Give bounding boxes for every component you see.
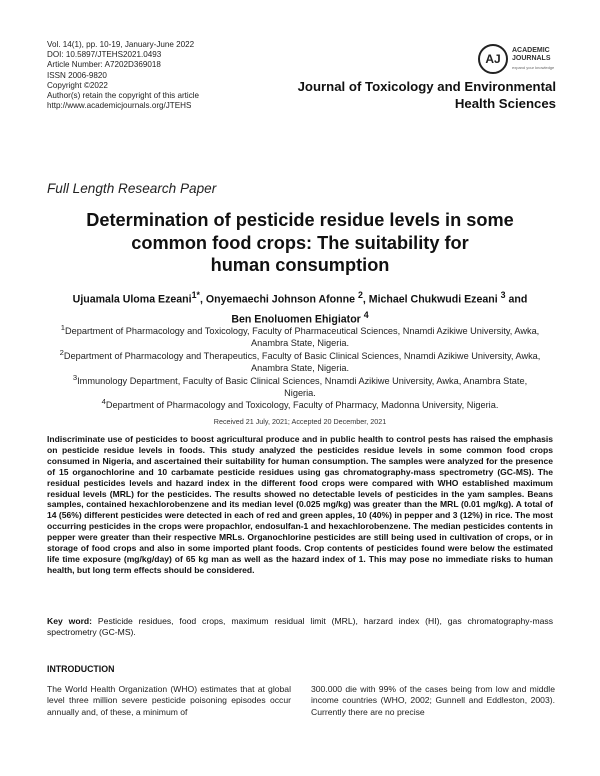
- affiliation-4-num: 4: [101, 397, 106, 406]
- abstract: Indiscriminate use of pesticides to boost agricultural produce and in public health to control pests has raised the emphasis on pesticide residue levels in foods. This study analyzed the pesticides residue levels in some common food crops consumed in Nigeria, and ascertained their suitability for human consumption. The samples were analyzed for the presence of 15 organochlorine and 10 carbamate pesticide residues using gas chromatography-mass spectrometry (GC-MS). The residual pesticides levels and hazard index in the different food crops were compared with WHO established maximum residual levels (MRL) for the pesticides. The results showed no detectable levels of pesticides in the yam samples. Beans samples, contained hexachlorobenzene and its median level (0.025 mg/kg) was greater than the MRL (0.01 mg/kg). A total of 14 (56%) different pesticides were detected in each of red and green apples, 10 (40%) in pepper and 3 (12%) in rice. The most occurring pesticides in the crops were propachlor, endosulfan-1 and hexachlorobenzene. The median pesticides contents in pepper were greater than their respective MRLs. Organochlorine pesticides are still being used in cultivation of crops, or in storage of food crops and also in some imported plant foods. Crop contents of pesticides found were below the estimated life time exposure (mg/kg/day) of 65 kg man as well as the hazard index of 1. This may pose no immediate risks to human health, but long term effects should be considered.: [47, 434, 553, 575]
- affiliation-1: [40, 322, 560, 349]
- meta-url[interactable]: http://www.academicjournals.org/JTEHS: [47, 101, 192, 111]
- author-1-sup: 1*: [191, 290, 200, 300]
- author-and: and: [505, 293, 528, 306]
- affiliation-2-num: 2: [59, 348, 64, 357]
- keywords: [47, 616, 553, 638]
- affiliation-2-line-2: Anambra State, Nigeria.: [250, 362, 350, 373]
- affiliation-1-line-2: Anambra State, Nigeria.: [250, 337, 350, 348]
- aj-logo-icon: AJ: [478, 44, 508, 74]
- author-4: Ben Enoluomen Ehigiator: [231, 313, 361, 326]
- meta-doi[interactable]: DOI: 10.5897/JTEHS2021.0493: [47, 50, 162, 60]
- logo-line-1: ACADEMIC: [512, 46, 550, 54]
- keywords-label: Key word:: [47, 616, 93, 626]
- logo-tagline: expand your knowledge: [512, 64, 555, 70]
- meta-rights: Author(s) retain the copyright of this article: [47, 91, 200, 101]
- academic-journals-logo: [478, 44, 554, 74]
- journal-name-line-2: Health Sciences: [454, 96, 556, 111]
- meta-volume: Vol. 14(1), pp. 10-19, January-June 2022: [47, 40, 195, 49]
- introduction-heading: INTRODUCTION: [47, 664, 115, 674]
- logo-line-2: JOURNALS: [512, 54, 551, 62]
- keywords-text: Pesticide residues, food crops, maximum residual limit (MRL), harzard index (HI), gas chromatography-mass spectrometry (GC-MS).: [47, 616, 553, 637]
- journal-name-line-1: Journal of Toxicology and Environmental: [297, 79, 556, 94]
- received-dates: Received 21 July, 2021; Accepted 20 December, 2021: [213, 417, 387, 426]
- paper-title: [40, 209, 560, 277]
- intro-column-left: The World Health Organization (WHO) estimates that at global level three million severe pesticide poisoning episodes occur annually and, of these, a minimum of: [47, 684, 291, 717]
- meta-issn: ISSN 2006-9820: [47, 70, 107, 80]
- author-2-sup: 2: [357, 290, 363, 300]
- journal-name: [298, 78, 556, 112]
- affiliation-1-line-1: Department of Pharmacology and Toxicology, Faculty of Pharmaceutical Sciences, Nnamdi Azikiwe University, Awka,: [65, 326, 540, 337]
- title-line-3: human consumption: [210, 255, 390, 275]
- author-3: Michael Chukwudi Ezeani: [368, 293, 498, 306]
- paper-type: Full Length Research Paper: [47, 181, 217, 196]
- author-3-sup: 3: [500, 290, 506, 300]
- title-line-2: common food crops: The suitability for: [131, 232, 469, 253]
- affiliation-3-num: 3: [72, 373, 78, 382]
- article-metadata: [47, 40, 199, 111]
- affiliation-3: [40, 372, 560, 399]
- affiliation-4: [40, 396, 560, 412]
- affiliation-1-num: 1: [60, 323, 66, 332]
- affiliation-4-line-1: Department of Pharmacology and Toxicology, Faculty of Pharmacy, Madonna University, Nigeria.: [105, 400, 499, 411]
- intro-column-right: 300.000 die with 99% of the cases being from low and middle income countries (WHO, 2002; Gunnell and Eddleston, 2003). Currently there are no precise: [311, 684, 555, 717]
- meta-copyright: Copyright ©2022: [47, 80, 108, 90]
- affiliation-2-line-1: Department of Pharmacology and Therapeutics, Faculty of Basic Clinical Sciences, Nnamdi Azikiwe University, Awka,: [63, 351, 541, 362]
- meta-article-number: Article Number: A7202D369018: [47, 60, 161, 70]
- author-4-sup: 4: [363, 309, 369, 320]
- title-line-1: Determination of pesticide residue levels in some: [86, 210, 514, 230]
- affiliation-3-line-1: Immunology Department, Faculty of Basic Clinical Sciences, Nnamdi Azikiwe University, Awka, Anambra State,: [77, 376, 528, 387]
- affiliation-2: [40, 347, 560, 374]
- author-list: Ujuamala Uloma Ezeani$^{1*}$, Onyemaechi Johnson Afonne $^2$, Michael Chukwudi Ezeani $^3$ and Ben Enoluomen Ehigiator $^4$: [72, 290, 528, 326]
- author-2: Onyemaechi Johnson Afonne: [205, 293, 355, 306]
- affiliation-3-line-2: Nigeria.: [284, 387, 316, 398]
- author-1: Ujuamala Uloma Ezeani: [72, 293, 192, 306]
